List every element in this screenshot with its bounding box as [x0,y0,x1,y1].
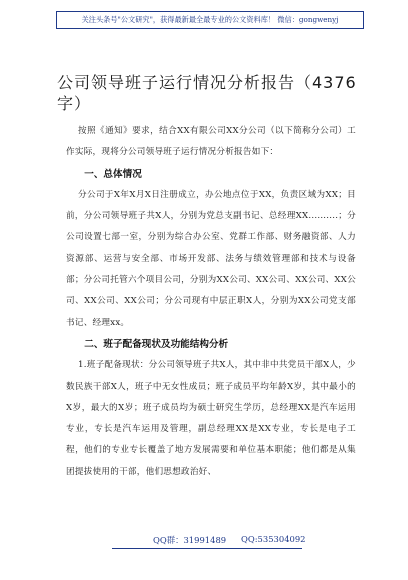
section-heading-team-structure: 二、班子配备现状及功能结构分析 [84,338,229,350]
qq-contact-number: QQ:535304092 [241,534,306,544]
document-title: 公司领导班子运行情况分析报告（4376字） [57,73,357,113]
promo-banner: 关注头条号"公文研究"，获得最新最全最专业的公文资料库！ 微信：gongwenyj [56,11,364,29]
overview-paragraph: 分公司于X年X月X日注册成立，办公地点位于XX，负责区域为XX；目前，分公司领导班子共X人，分别为党总支副书记、总经理XX..........；分公司设置七部一室，分别为综合办公室、党群工作部、财务融资部、人力资源部、运营与安全部、市场开发部、法务与绩效管理部和技术与设备部；分公司托管六个项目公司，分别为XX公司、XX公司、XX公司、XX公司、XX公司、XX公司；分公司现有中层正职X人，分别为XX公司党支部书记、经理xx。 [66,189,356,328]
document-body [66,121,356,483]
qq-group-number: QQ群：31991489 [153,535,227,545]
page-footer [0,534,408,548]
intro-paragraph: 按照《通知》要求，结合XX有限公司XX分公司（以下简称分公司）工作实际，现将分公司领导班子运行情况分析报告如下： [66,126,356,158]
footer-underline [112,548,302,549]
section-heading-overview: 一、总体情况 [84,168,142,180]
team-structure-paragraph: 1.班子配备现状：分公司领导班子共X人，其中非中共党员干部X人，少数民族干部X人，班子中无女性成员；班子成员平均年龄X岁，其中最小的X岁，最大的X岁；班子成员均为硕士研究生学历，总经理XX是汽车运用专业，专长是汽车运用及管理，副总经理XX是XX专业，专长是电子工程，他们的专业专长覆盖了地方发展需要和单位基本职能；他们都是从集团提拔使用的干部，他们思想政治好、 [66,360,356,477]
